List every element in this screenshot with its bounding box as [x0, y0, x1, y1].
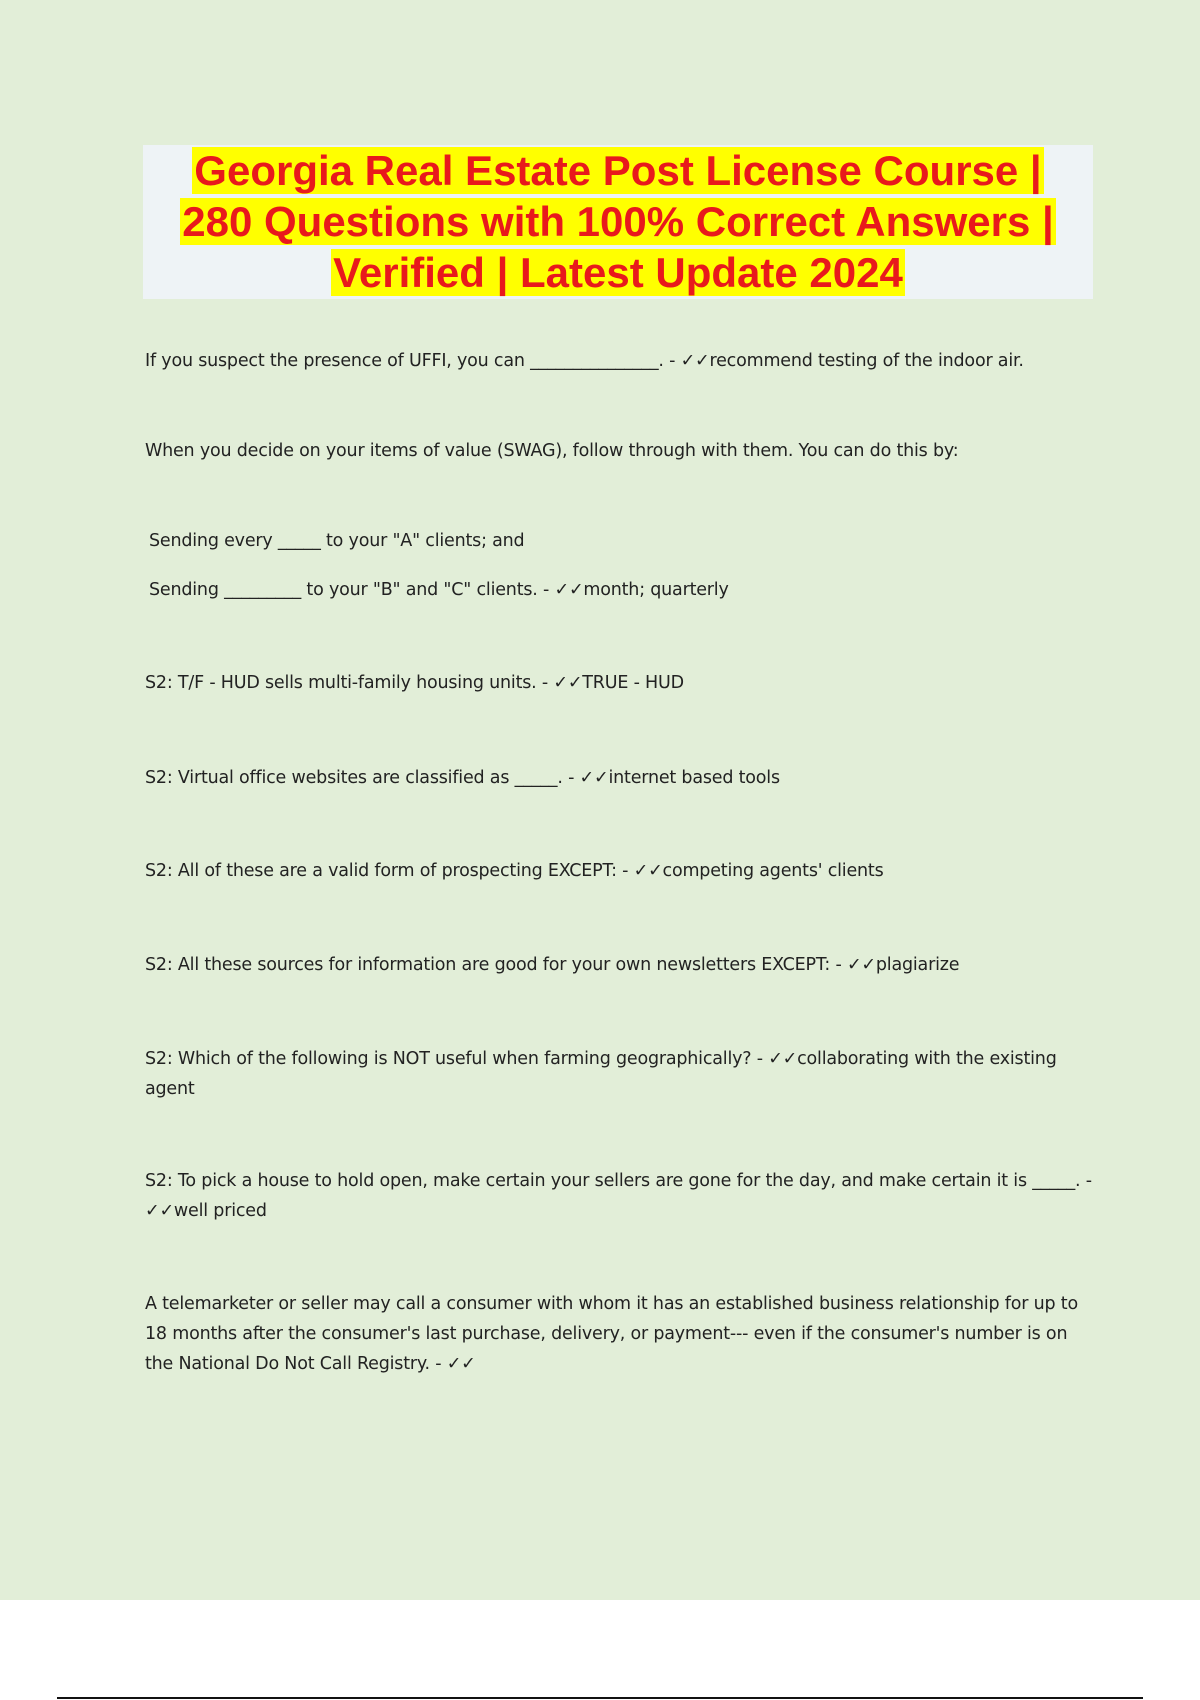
- qa-item-swag-line-a: Sending every _____ to your "A" clients; and: [149, 531, 525, 551]
- qa-item-do-not-call: A telemarketer or seller may call a consumer with whom it has an established business relationship for up to 18 months after the consumer's last purchase, delivery, or payment--- even if the consumer's number is on the National Do Not Call Registry. - ✓✓: [145, 1294, 1078, 1374]
- title-line-1: Georgia Real Estate Post License Course |: [194, 147, 1042, 194]
- qa-item-hud: S2: T/F - HUD sells multi-family housing units. - ✓✓TRUE - HUD: [145, 673, 684, 693]
- qa-item-open-house: S2: To pick a house to hold open, make certain your sellers are gone for the day, and make certain it is _____. - ✓✓well priced: [145, 1171, 1092, 1221]
- document-title: [143, 145, 1093, 298]
- title-line-2: 280 Questions with 100% Correct Answers |: [182, 198, 1054, 245]
- title-block: [143, 145, 1093, 299]
- qa-item-swag-question: When you decide on your items of value (SWAG), follow through with them. You can do this by:: [145, 441, 959, 461]
- qa-item-virtual-office: S2: Virtual office websites are classified as _____. - ✓✓internet based tools: [145, 768, 780, 788]
- qa-item-newsletters: S2: All these sources for information are good for your own newsletters EXCEPT: - ✓✓plagiarize: [145, 955, 960, 975]
- qa-item-uffi: If you suspect the presence of UFFI, you can _______________. - ✓✓recommend testing of the indoor air.: [145, 351, 1024, 371]
- footer-rule: [57, 1697, 1143, 1699]
- title-line-3: Verified | Latest Update 2024: [333, 249, 903, 296]
- qa-item-swag-line-bc: Sending _________ to your "B" and "C" clients. - ✓✓month; quarterly: [149, 580, 729, 600]
- qa-item-prospecting: S2: All of these are a valid form of prospecting EXCEPT: - ✓✓competing agents' clients: [145, 861, 884, 881]
- qa-item-farming: S2: Which of the following is NOT useful when farming geographically? - ✓✓collaborating with the existing agent: [145, 1049, 1057, 1099]
